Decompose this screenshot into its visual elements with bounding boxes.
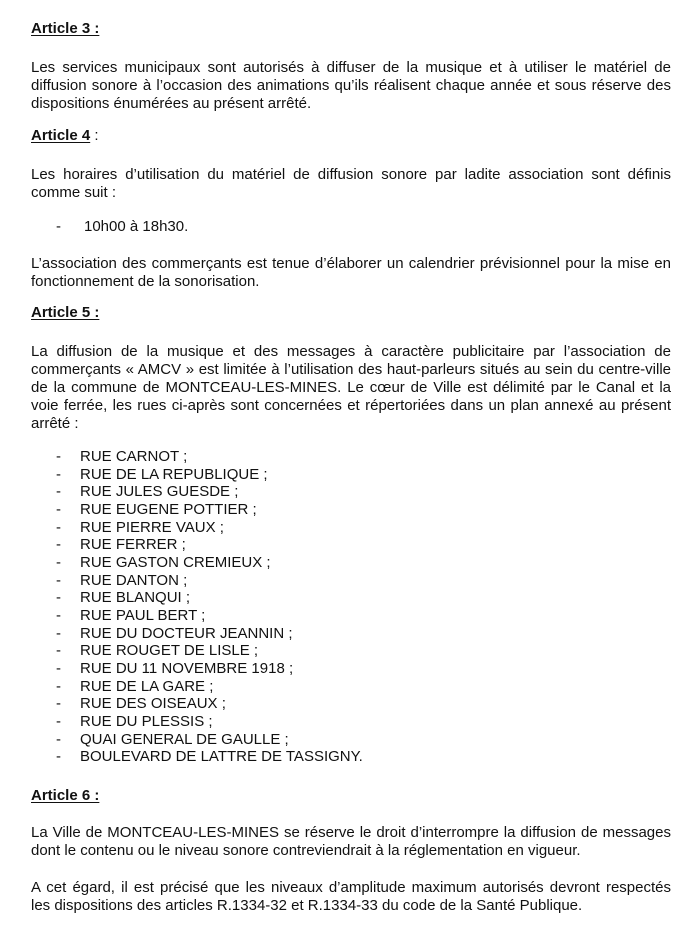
article-6-line: A cet égard, il est précisé que les niveaux d’amplitude maximum autorisés devront respectés: [31, 879, 671, 896]
hours-item: - 10h00 à 18h30.: [56, 218, 189, 235]
street-item: - QUAI GENERAL DE GAULLE ;: [56, 731, 363, 749]
article-5-line: voie ferrée, les rues ci-après sont concernées et répertoriées dans un plan annexé au présent: [31, 397, 671, 414]
street-item: - RUE DE LA GARE ;: [56, 678, 363, 696]
article-4-line: comme suit :: [31, 184, 117, 201]
street-item: - RUE DU DOCTEUR JEANNIN ;: [56, 625, 363, 643]
calendar-paragraph: [31, 255, 671, 291]
article-6-heading: [31, 787, 99, 805]
street-item: - BOULEVARD DE LATTRE DE TASSIGNY.: [56, 748, 363, 766]
article-4-heading: [31, 127, 99, 145]
street-list: [56, 448, 363, 766]
street-item: - RUE ROUGET DE LISLE ;: [56, 642, 363, 660]
calendar-line: fonctionnement de la sonorisation.: [31, 273, 260, 290]
street-item: - RUE DU PLESSIS ;: [56, 713, 363, 731]
article-5-heading: [31, 304, 99, 322]
article-6-line: dont le contenu ou le niveau sonore contreviendrait à la réglementation en vigueur.: [31, 842, 581, 859]
article-6-paragraph: [31, 824, 671, 860]
article-3-paragraph: [31, 59, 671, 113]
article-5-line: La diffusion de la musique et des messages à caractère publicitaire par l’association de: [31, 343, 671, 360]
street-item: - RUE DE LA REPUBLIQUE ;: [56, 466, 363, 484]
article-4-title: Article 4: [31, 127, 91, 144]
street-item: - RUE EUGENE POTTIER ;: [56, 501, 363, 519]
article-5-line: de la commune de MONTCEAU-LES-MINES. Le cœur de Ville est délimité par le Canal et la: [31, 379, 671, 396]
street-item: - RUE DES OISEAUX ;: [56, 695, 363, 713]
article-4-paragraph: [31, 166, 671, 202]
street-item: - RUE DU 11 NOVEMBRE 1918 ;: [56, 660, 363, 678]
article-6-title: Article 6 :: [31, 787, 100, 804]
street-item: - RUE PAUL BERT ;: [56, 607, 363, 625]
article-5-paragraph: [31, 343, 671, 433]
article-3-title: Article 3 :: [31, 20, 100, 37]
article-3-line: diffusion sonore à l’occasion des animations qu’ils réalisent chaque année et sous réserve des: [31, 77, 671, 94]
article-5-title: Article 5 :: [31, 304, 100, 321]
calendar-line: L’association des commerçants est tenue d’élaborer un calendrier prévisionnel pour la mise en: [31, 255, 671, 272]
street-item: - RUE GASTON CREMIEUX ;: [56, 554, 363, 572]
street-item: - RUE DANTON ;: [56, 572, 363, 590]
hours-text: 10h00 à 18h30.: [84, 218, 189, 235]
article-6-line: les dispositions des articles R.1334-32 et R.1334-33 du code de la Santé Publique.: [31, 897, 583, 914]
street-item: - RUE JULES GUESDE ;: [56, 483, 363, 501]
article-4-title-suffix: :: [90, 127, 99, 144]
article-5-line: commerçants « AMCV » est limitée à l’utilisation des haut-parleurs situés au sein du centre-ville: [31, 361, 671, 378]
street-item: - RUE BLANQUI ;: [56, 589, 363, 607]
street-item: - RUE CARNOT ;: [56, 448, 363, 466]
street-item: - RUE FERRER ;: [56, 536, 363, 554]
article-6-paragraph-2: [31, 879, 671, 915]
article-4-line: Les horaires d’utilisation du matériel de diffusion sonore par ladite association sont définis: [31, 166, 671, 183]
article-3-line: dispositions énumérées au présent arrêté.: [31, 95, 312, 112]
article-3-line: Les services municipaux sont autorisés à diffuser de la musique et à utiliser le matériel de: [31, 59, 671, 76]
article-5-line: arrêté :: [31, 415, 79, 432]
street-item: - RUE PIERRE VAUX ;: [56, 519, 363, 537]
article-3-heading: [31, 20, 99, 38]
article-6-line: La Ville de MONTCEAU-LES-MINES se réserve le droit d’interrompre la diffusion de messages: [31, 824, 671, 841]
